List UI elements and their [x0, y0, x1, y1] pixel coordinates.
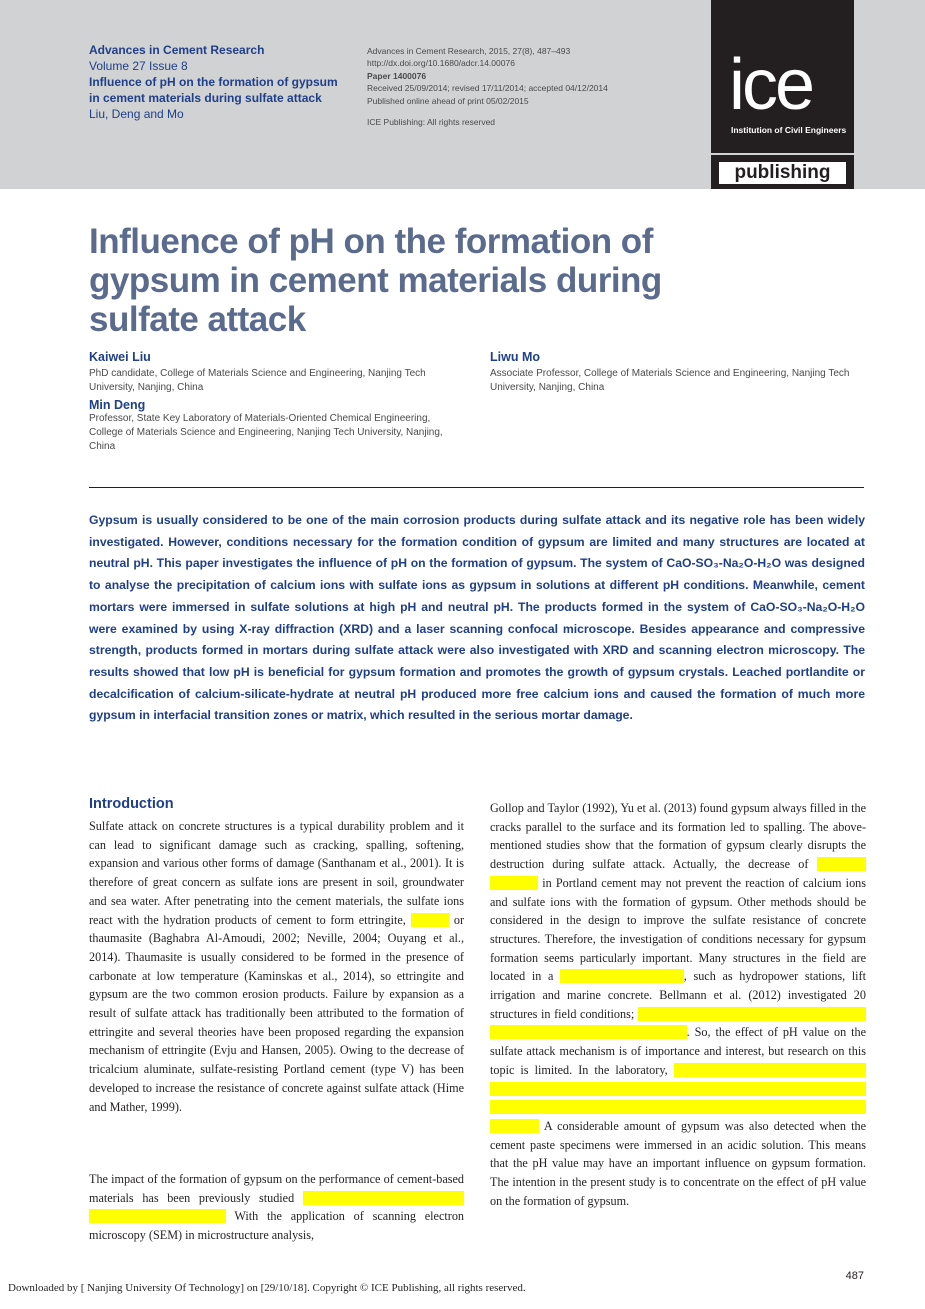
running-authors: Liu, Deng and Mo: [89, 107, 184, 121]
highlight: by many researchers such as Santhanam et al. (2003).: [89, 1190, 465, 1224]
journal-info: [89, 42, 359, 122]
highlight: Gollop and Taylor (1992) found that gypsum formed in a band parallel to the surface at pH 7 when pastes were immersed in Na2SO4 solutions with controlled pH, which differed from that at pH 12.: [490, 1062, 866, 1133]
author-affiliation: PhD candidate, College of Materials Science and Engineering, Nanjing Tech University, Nanjing, China: [89, 368, 426, 393]
highlight: tricalcium aluminate: [490, 857, 866, 890]
download-notice: Downloaded by [ Nanjing University Of Technology] on [29/10/18]. Copyright © ICE Publishing, all rights reserved.: [8, 1282, 526, 1294]
logo-divider: [711, 153, 854, 155]
ice-logo: [711, 0, 854, 189]
ice-institution: Institution of Civil Engineers: [731, 125, 847, 135]
highlight: neutral pH environment: [560, 969, 684, 984]
page-number: 487: [845, 1270, 864, 1282]
author-name: Kaiwei Liu: [89, 350, 151, 364]
body-paragraph: Gollop and Taylor (1992), Yu et al. (2013) found gypsum always filled in the cracks parallel to the surface and its formation led to spalling. The above-mentioned studies show that the formation of gypsum clearly disrupts the destruction during sulfate attack. Actually, the decrease of tricalcium aluminate in Portland cement may not prevent the reaction of calcium ions and sulfate ions with the formation of gypsum. Other methods should be considered in the design to improve the sulfate resistance of concrete structures. Therefore, the investigation of conditions necessary for gypsum formation seems particularly important. Many structures in the field are located in a neutral pH environment, such as hydropower stations, lift irrigation and marine concrete. Bellmann et al. (2012) investigated 20 structures in field conditions; the pH values of the surrounding groundwater were between 6 and 8.5 in most cases. So, the effect of pH value on the sulfate attack mechanism is of importance and interest, but research on this topic is limited. In the laboratory, Gollop and Taylor (1992) found that gypsum formed in a band parallel to the surface at pH 7 when pastes were immersed in Na2SO4 solutions with controlled pH, which differed from that at pH 12. A considerable amount of gypsum was also detected when the cement paste specimens were immersed in an acidic solution. This means that the pH value may have an important influence on gypsum formation. The intention in the present study is to concentrate on the effect of pH value on the formation of gypsum.: [490, 801, 867, 1208]
publishing-bar: [711, 160, 854, 189]
article-meta: [367, 45, 667, 128]
divider-rule: [89, 487, 864, 488]
citation: Advances in Cement Research, 2015, 27(8), 487–493: [367, 46, 571, 56]
author-name: Liwu Mo: [490, 350, 540, 364]
body-paragraph: Sulfate attack on concrete structures is a typical durability problem and it can lead to significant damage such as cracking, spalling, softening, expansion and various other forms of damage (Santhanam et al., 2001). It is therefore of great concern as sulfate ions are present in soil, groundwater and sea water. After penetrating into the cement materials, the sulfate ions react with the hydration products of cement to form ettringite, gypsum or thaumasite (Baghabra Al-Amoudi, 2002; Neville, 2004; Ouyang et al., 2014). Thaumasite is usually considered to be formed in the presence of carbonate at low temperature (Kaminskas et al., 2014), so ettringite and gypsum are the two common erosion products. Failure by expansion as a result of sulfate attack has traditionally been attributed to the formation of ettringite and several theories have been proposed regarding the expansion mechanism of ettringite (Evju and Hansen, 2005). Owing to the decrease of tricalcium aluminate, sulfate-resisting Portland cement (type V) has been developed to increase the resistance of concrete against sulfate attack (Hime and Mather, 1999).: [89, 819, 465, 1114]
running-title-1: Influence of pH on the formation of gypsum: [89, 75, 338, 89]
section-heading: Introduction: [89, 796, 174, 812]
journal-name[interactable]: Advances in Cement Research: [89, 43, 265, 57]
published-date: Published online ahead of print 05/02/2015: [367, 95, 529, 106]
author-affiliation: Associate Professor, College of Materials Science and Engineering, Nanjing Tech University, Nanjing, China: [490, 368, 850, 393]
doi-link[interactable]: http://dx.doi.org/10.1680/adcr.14.00076: [367, 58, 515, 69]
volume-issue: Volume 27 Issue 8: [89, 59, 188, 73]
body-paragraph: The impact of the formation of gypsum on the performance of cement-based materials has been previously studied by many researchers such as Santhanam et al. (2003). With the application of scanning electron microscopy (SEM) in microstructure analysis,: [89, 1172, 465, 1243]
author-name: Min Deng: [89, 398, 146, 412]
publishing-label: publishing: [719, 162, 846, 184]
rights-statement: ICE Publishing: All rights reserved: [367, 117, 496, 128]
running-title-2: in cement materials during sulfate attack: [89, 91, 322, 105]
paper-number: Paper 1400076: [367, 70, 427, 81]
highlight: the pH values of the surrounding groundwater were between 6 and 8.5 in most cases: [490, 1006, 866, 1040]
received-dates: Received 25/09/2014; revised 17/11/2014; accepted 04/12/2014: [367, 83, 608, 94]
abstract: Gypsum is usually considered to be one of the main corrosion products during sulfate attack and its negative role has been widely investigated. However, conditions necessary for the formation condition of gypsum are limited and many structures are located at neutral pH. This paper investigates the influence of pH on the formation of gypsum. The system of CaO-SO₃-Na₂O-H₂O was designed to analyse the precipitation of calcium ions with sulfate ions as gypsum in solutions at different pH conditions. Meanwhile, cement mortars were immersed in sulfate solutions at high pH and neutral pH. The products formed in the system of CaO-SO₃-Na₂O-H₂O were examined by using X-ray diffraction (XRD) and a laser scanning confocal microscope. Besides appearance and compressive strength, products formed in mortars during sulfate attack were also investigated with XRD and scanning electron microscopy. The results showed that low pH is beneficial for gypsum formation and promotes the growth of gypsum crystals. Leached portlandite or decalcification of calcium-silicate-hydrate at neutral pH produced more free calcium ions and caused the formation of much more gypsum in interfacial transition zones or matrix, which resulted in the serious mortar damage.: [89, 513, 865, 723]
author-affiliation: Professor, State Key Laboratory of Materials-Oriented Chemical Engineering, College of Materials Science and Engineering, Nanjing Tech University, Nanjing, China: [89, 413, 443, 452]
article-title: Influence of pH on the formation of gypsum in cement materials during sulfate attack: [89, 222, 662, 339]
ice-logo-mark: ice: [729, 45, 813, 125]
highlight: gypsum: [410, 912, 450, 927]
